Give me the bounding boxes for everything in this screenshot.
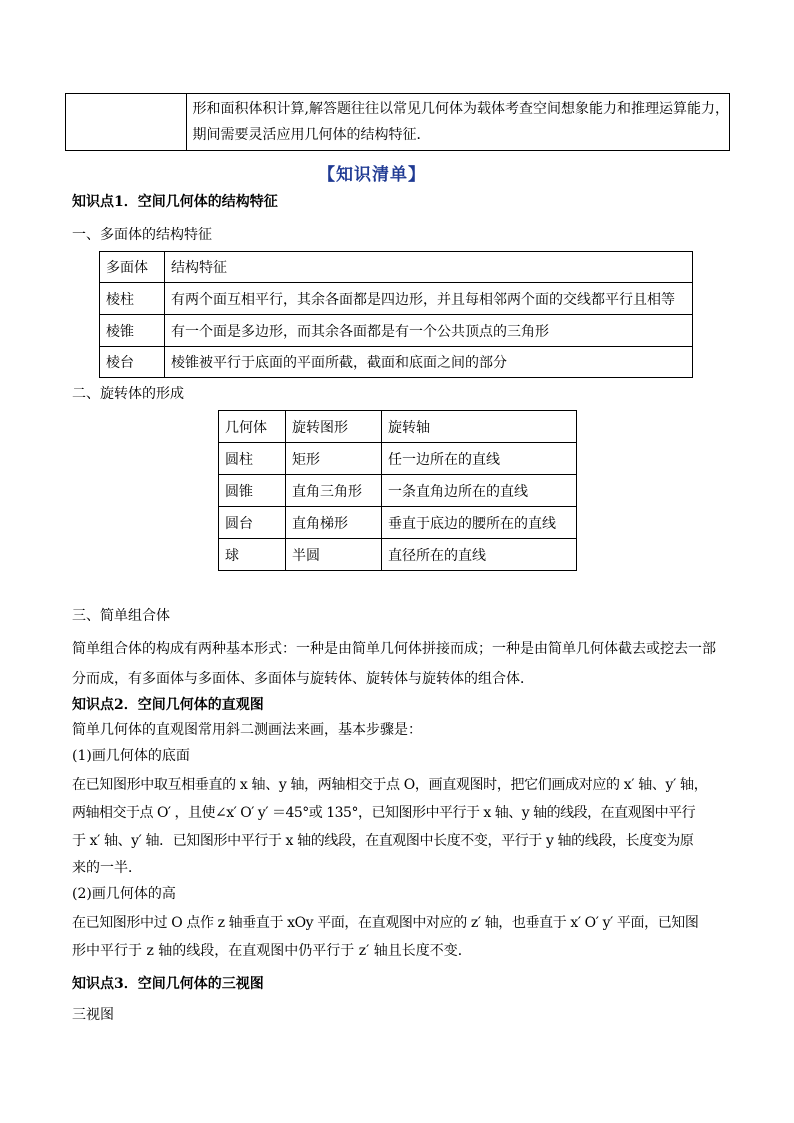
table-cell: 直角梯形 xyxy=(286,507,382,539)
table-cell: 圆台 xyxy=(219,507,286,539)
table-cell: 棱台 xyxy=(100,347,165,378)
table-row xyxy=(100,347,693,378)
k2-step1-line-1: 在已知图形中取互相垂直的 x 轴、y 轴，两轴相交于点 O，画直观图时，把它们画成对应的 x′ 轴、y′ 轴， xyxy=(72,777,708,793)
table-cell: 矩形 xyxy=(286,443,382,475)
k2-heading: 知识点2．空间几何体的直观图 xyxy=(72,697,264,713)
k3-sub1: 三视图 xyxy=(72,1007,114,1023)
top-table-right-cell xyxy=(186,94,729,151)
table-row xyxy=(219,507,577,539)
k2-intro: 简单几何体的直观图常用斜二测画法来画，基本步骤是： xyxy=(72,722,422,738)
table-row xyxy=(219,475,577,507)
k2-step1-line-3: 于 x′ 轴、y′ 轴．已知图形中平行于 x 轴的线段，在直观图中长度不变，平行于 y 轴的线段，长度变为原 xyxy=(72,833,694,849)
k2-step2-line-2: 形中平行于 z 轴的线段，在直观图中仍平行于 z′ 轴且长度不变． xyxy=(72,943,472,959)
table-row xyxy=(100,283,693,315)
k2-step2: (2)画几何体的高 xyxy=(72,886,176,902)
k1-sub2: 二、旋转体的形成 xyxy=(72,386,184,402)
table-cell: 半圆 xyxy=(286,539,382,571)
table-row xyxy=(100,252,693,283)
k1-heading: 知识点1．空间几何体的结构特征 xyxy=(72,194,278,210)
k1-paragraph-line-2: 分而成，有多面体与多面体、多面体与旋转体、旋转体与旋转体的组合体． xyxy=(72,671,534,687)
top-continuation-table xyxy=(65,93,730,151)
table-cell: 任一边所在的直线 xyxy=(382,443,577,475)
table-row xyxy=(219,539,577,571)
polyhedron-table xyxy=(99,251,693,378)
table-row xyxy=(219,443,577,475)
table-cell: 结构特征 xyxy=(165,252,693,283)
table-cell: 旋转图形 xyxy=(286,411,382,443)
k2-step2-line-1: 在已知图形中过 O 点作 z 轴垂直于 xOy 平面，在直观图中对应的 z′ 轴，也垂直于 x′ O′ y′ 平面，已知图 xyxy=(72,915,699,931)
table-cell: 棱锥 xyxy=(100,315,165,347)
section-title: 【知识清单】 xyxy=(318,165,426,185)
table-cell: 直角三角形 xyxy=(286,475,382,507)
table-cell: 圆锥 xyxy=(219,475,286,507)
table-cell: 棱锥被平行于底面的平面所截，截面和底面之间的部分 xyxy=(165,347,693,378)
table-cell: 旋转轴 xyxy=(382,411,577,443)
table-row xyxy=(219,411,577,443)
table-cell: 直径所在的直线 xyxy=(382,539,577,571)
table-cell: 多面体 xyxy=(100,252,165,283)
table-cell: 圆柱 xyxy=(219,443,286,475)
k1-paragraph-line-1: 简单组合体的构成有两种基本形式：一种是由简单几何体拼接而成；一种是由简单几何体截去或挖去一部 xyxy=(72,641,716,657)
k2-step1-line-2: 两轴相交于点 O′ ，且使∠x′ O′ y′ ＝45°或 135°，已知图形中平行于 x 轴、y 轴的线段，在直观图中平行 xyxy=(72,805,696,821)
top-table-left-cell xyxy=(66,94,187,151)
top-table-line-1: 形和面积体积计算,解答题往往以常见几何体为载体考查空间想象能力和推理运算能力， xyxy=(192,101,729,117)
table-cell: 垂直于底边的腰所在的直线 xyxy=(382,507,577,539)
rotation-body-table xyxy=(218,410,577,571)
k3-heading: 知识点3．空间几何体的三视图 xyxy=(72,976,264,992)
table-row xyxy=(100,315,693,347)
table-cell: 一条直角边所在的直线 xyxy=(382,475,577,507)
table-cell: 几何体 xyxy=(219,411,286,443)
table-cell: 棱柱 xyxy=(100,283,165,315)
top-table-line-2: 期间需要灵活应用几何体的结构特征． xyxy=(192,127,431,143)
table-cell: 有一个面是多边形，而其余各面都是有一个公共顶点的三角形 xyxy=(165,315,693,347)
k1-sub1: 一、多面体的结构特征 xyxy=(72,227,212,243)
table-cell: 有两个面互相平行，其余各面都是四边形，并且每相邻两个面的交线都平行且相等 xyxy=(165,283,693,315)
k2-step1: (1)画几何体的底面 xyxy=(72,748,190,764)
k2-step1-line-4: 来的一半． xyxy=(72,860,142,876)
table-cell: 球 xyxy=(219,539,286,571)
k1-sub3: 三、简单组合体 xyxy=(72,608,170,624)
